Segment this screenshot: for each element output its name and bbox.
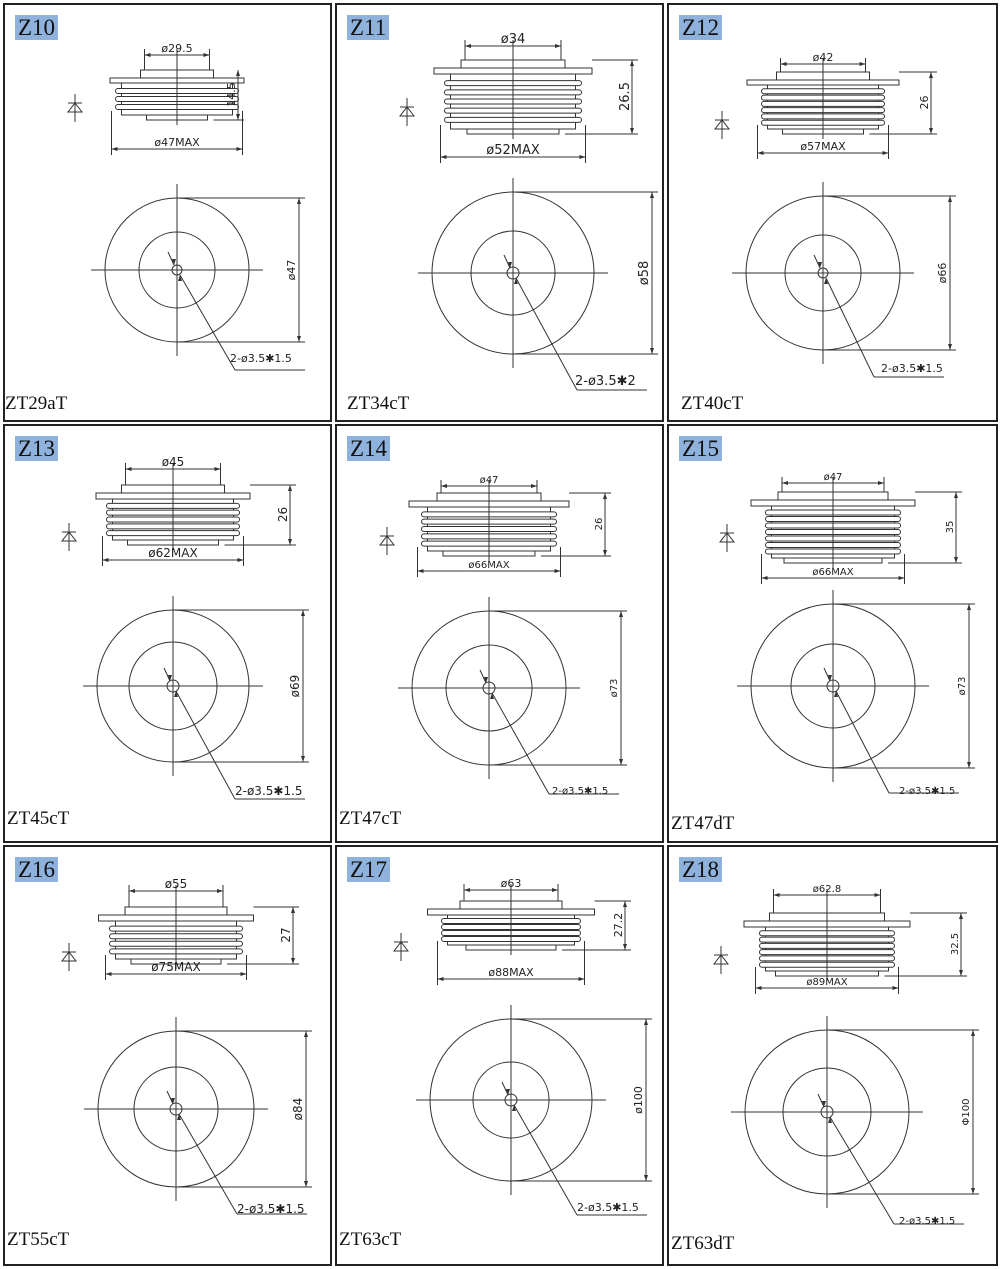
- outer-diameter-label: ø58: [637, 260, 652, 286]
- dimension-arrow: [758, 151, 764, 155]
- height-label: 27: [279, 927, 293, 943]
- height-label: 32.5: [950, 932, 961, 956]
- drawing-code: Z11: [347, 15, 389, 40]
- package-drawing: [5, 5, 332, 422]
- dimension-arrow: [555, 44, 561, 48]
- dimension-arrow: [959, 970, 963, 976]
- drawing-code: Z14: [347, 436, 390, 461]
- dimension-arrow: [241, 972, 247, 976]
- outer-diameter-label: ø84: [291, 1097, 305, 1121]
- spec-cell: [335, 424, 664, 843]
- package-drawing: [669, 847, 998, 1266]
- outer-diameter-label: ø73: [609, 678, 620, 698]
- model-label: ZT29aT: [5, 393, 68, 414]
- dimension-arrow: [301, 756, 305, 762]
- dimension-arrow: [630, 60, 634, 66]
- spec-cell: [667, 3, 998, 422]
- dimension-arrow: [954, 557, 958, 563]
- dimension-arrow: [555, 569, 561, 573]
- dimension-arrow: [875, 893, 881, 897]
- dimension-arrow: [644, 1019, 648, 1025]
- hole-note-label: 2-ø3.5✱1.5: [881, 362, 943, 375]
- dimension-arrow: [441, 155, 447, 159]
- max-diameter-label: ø88MAX: [488, 966, 534, 979]
- spec-cell: [3, 424, 332, 843]
- drawing-code: Z12: [679, 15, 722, 40]
- dimension-arrow: [236, 114, 240, 120]
- model-label: ZT40cT: [681, 393, 744, 414]
- dimension-arrow: [288, 539, 292, 545]
- dimension-arrow: [106, 972, 112, 976]
- dimension-arrow: [441, 484, 447, 488]
- dimension-arrow: [297, 336, 301, 342]
- package-drawing: [337, 847, 664, 1266]
- hole-leader: [826, 278, 874, 377]
- dimension-arrow: [215, 467, 221, 471]
- hole-note-label: 2-ø3.5✱1.5: [230, 352, 292, 365]
- model-label: ZT63cT: [339, 1229, 402, 1250]
- hole-leader: [179, 1114, 237, 1214]
- top-diameter-label: ø45: [161, 455, 185, 469]
- dimension-arrow: [860, 62, 866, 66]
- hole-leader: [514, 1105, 577, 1215]
- model-label: ZT63dT: [671, 1233, 735, 1254]
- dimension-arrow: [893, 986, 899, 990]
- outer-diameter-label: ø47: [285, 259, 298, 281]
- dimension-arrow: [291, 958, 295, 964]
- dimension-arrow: [781, 62, 787, 66]
- height-label: 14.5: [225, 82, 238, 107]
- max-diameter-label: ø66MAX: [812, 567, 854, 578]
- dimension-arrow: [971, 1030, 975, 1036]
- hole-note-label: 2-ø3.5✱1.5: [235, 784, 303, 798]
- dimension-arrow: [948, 196, 952, 202]
- dimension-arrow: [580, 155, 586, 159]
- dimension-arrow: [603, 493, 607, 499]
- spec-cell: [335, 3, 664, 422]
- dimension-arrow: [929, 72, 933, 78]
- hole-leader: [164, 668, 170, 681]
- hole-note-label: 2-ø3.5✱2: [575, 374, 636, 389]
- dimension-arrow: [644, 1175, 648, 1181]
- dimension-arrow: [878, 481, 884, 485]
- model-label: ZT34cT: [347, 393, 410, 414]
- top-diameter-label: ø62.8: [812, 884, 842, 895]
- dimension-arrow: [297, 198, 301, 204]
- dimension-arrow: [954, 492, 958, 498]
- dimension-arrow: [237, 147, 243, 151]
- hole-leader: [168, 252, 174, 265]
- outer-diameter-label: ø69: [288, 674, 302, 698]
- dimension-arrow: [650, 348, 654, 354]
- hole-leader: [836, 691, 889, 793]
- model-label: ZT55cT: [7, 1229, 70, 1250]
- package-drawing: [5, 847, 332, 1266]
- drawing-code: Z13: [15, 436, 58, 461]
- hole-leader: [167, 1091, 173, 1104]
- height-label: 26: [918, 95, 931, 110]
- package-drawing: [337, 426, 664, 843]
- max-diameter-label: ø52MAX: [486, 143, 540, 158]
- max-diameter-label: ø57MAX: [800, 140, 846, 153]
- spec-cell: [335, 845, 664, 1266]
- dimension-arrow: [971, 1188, 975, 1194]
- hole-leader: [824, 668, 830, 681]
- dimension-arrow: [288, 485, 292, 491]
- dimension-arrow: [579, 977, 585, 981]
- hole-leader: [818, 1094, 824, 1107]
- model-label: ZT47cT: [339, 808, 402, 829]
- dimension-arrow: [619, 611, 623, 617]
- spec-cell: [667, 845, 998, 1266]
- dimension-arrow: [438, 977, 444, 981]
- model-label: ZT45cT: [7, 808, 70, 829]
- spec-cell: [3, 845, 332, 1266]
- dimension-arrow: [959, 913, 963, 919]
- dimension-arrow: [236, 70, 240, 76]
- max-diameter-label: ø62MAX: [148, 546, 198, 560]
- hole-note-label: 2-ø3.5✱1.5: [237, 1202, 305, 1216]
- outer-diameter-label: ø73: [957, 676, 968, 696]
- dimension-arrow: [929, 128, 933, 134]
- package-drawing: [669, 5, 998, 422]
- dimension-arrow: [552, 888, 558, 892]
- dimension-arrow: [650, 192, 654, 198]
- dimension-arrow: [204, 53, 210, 57]
- dimension-arrow: [762, 576, 768, 580]
- hole-note-label: 2-ø3.5✱1.5: [577, 1201, 639, 1214]
- dimension-arrow: [774, 893, 780, 897]
- dimension-arrow: [883, 151, 889, 155]
- height-label: 26: [276, 506, 290, 523]
- dimension-arrow: [238, 558, 244, 562]
- dimension-arrow: [756, 986, 762, 990]
- package-drawing: [337, 5, 664, 422]
- drawing-code: Z17: [347, 857, 390, 882]
- spec-cell: [667, 424, 998, 843]
- dimension-arrow: [630, 128, 634, 134]
- dimension-arrow: [129, 889, 135, 893]
- package-drawing: [669, 426, 998, 843]
- dimension-arrow: [899, 576, 905, 580]
- height-label: 26: [594, 517, 605, 531]
- dimension-arrow: [623, 901, 627, 907]
- height-label: 35: [945, 520, 956, 534]
- dimension-arrow: [304, 1031, 308, 1037]
- package-drawing: [5, 426, 332, 843]
- hole-leader: [502, 1082, 508, 1095]
- hole-leader: [814, 255, 820, 268]
- top-diameter-label: ø29.5: [161, 42, 193, 55]
- height-label: 26.5: [618, 82, 633, 111]
- dimension-arrow: [619, 759, 623, 765]
- drawing-code: Z15: [679, 436, 722, 461]
- dimension-arrow: [217, 889, 223, 893]
- hole-leader: [492, 693, 549, 794]
- max-diameter-label: ø66MAX: [468, 560, 510, 571]
- hole-leader: [176, 691, 235, 799]
- top-diameter-label: ø55: [164, 877, 188, 891]
- top-diameter-label: ø47: [479, 475, 499, 486]
- top-diameter-label: ø34: [500, 32, 526, 47]
- top-diameter-label: ø63: [500, 877, 522, 890]
- dimension-arrow: [112, 147, 118, 151]
- dimension-arrow: [304, 1181, 308, 1187]
- dimension-arrow: [465, 44, 471, 48]
- hole-leader: [480, 670, 486, 683]
- max-diameter-label: ø47MAX: [154, 136, 200, 149]
- max-diameter-label: ø75MAX: [151, 960, 201, 974]
- top-diameter-label: ø42: [812, 51, 834, 64]
- drawing-code: Z18: [679, 857, 722, 882]
- dimension-arrow: [145, 53, 151, 57]
- dimension-arrow: [464, 888, 470, 892]
- dimension-arrow: [531, 484, 537, 488]
- outer-diameter-label: Φ100: [961, 1098, 972, 1126]
- dimension-arrow: [603, 550, 607, 556]
- dimension-arrow: [967, 762, 971, 768]
- dimension-arrow: [291, 907, 295, 913]
- top-diameter-label: ø47: [823, 472, 843, 483]
- outer-diameter-label: ø66: [936, 262, 949, 284]
- hole-note-label: 2-ø3.5✱1.5: [552, 786, 609, 797]
- hole-note-label: 2-ø3.5✱1.5: [899, 786, 956, 797]
- height-label: 27.2: [612, 912, 625, 938]
- model-label: ZT47dT: [671, 813, 735, 834]
- hole-leader: [516, 278, 577, 390]
- max-diameter-label: ø89MAX: [806, 977, 848, 988]
- dimension-arrow: [782, 481, 788, 485]
- dimension-arrow: [103, 558, 109, 562]
- outer-diameter-label: ø100: [632, 1086, 645, 1114]
- dimension-arrow: [623, 944, 627, 950]
- dimension-arrow: [301, 610, 305, 616]
- dimension-arrow: [948, 344, 952, 350]
- drawing-code: Z10: [15, 15, 58, 40]
- dimension-arrow: [418, 569, 424, 573]
- hole-leader: [504, 255, 510, 268]
- dimension-arrow: [967, 604, 971, 610]
- dimension-arrow: [126, 467, 132, 471]
- drawing-code: Z16: [15, 857, 58, 882]
- spec-cell: [3, 3, 332, 422]
- hole-note-label: 2-ø3.5✱1.5: [899, 1216, 956, 1227]
